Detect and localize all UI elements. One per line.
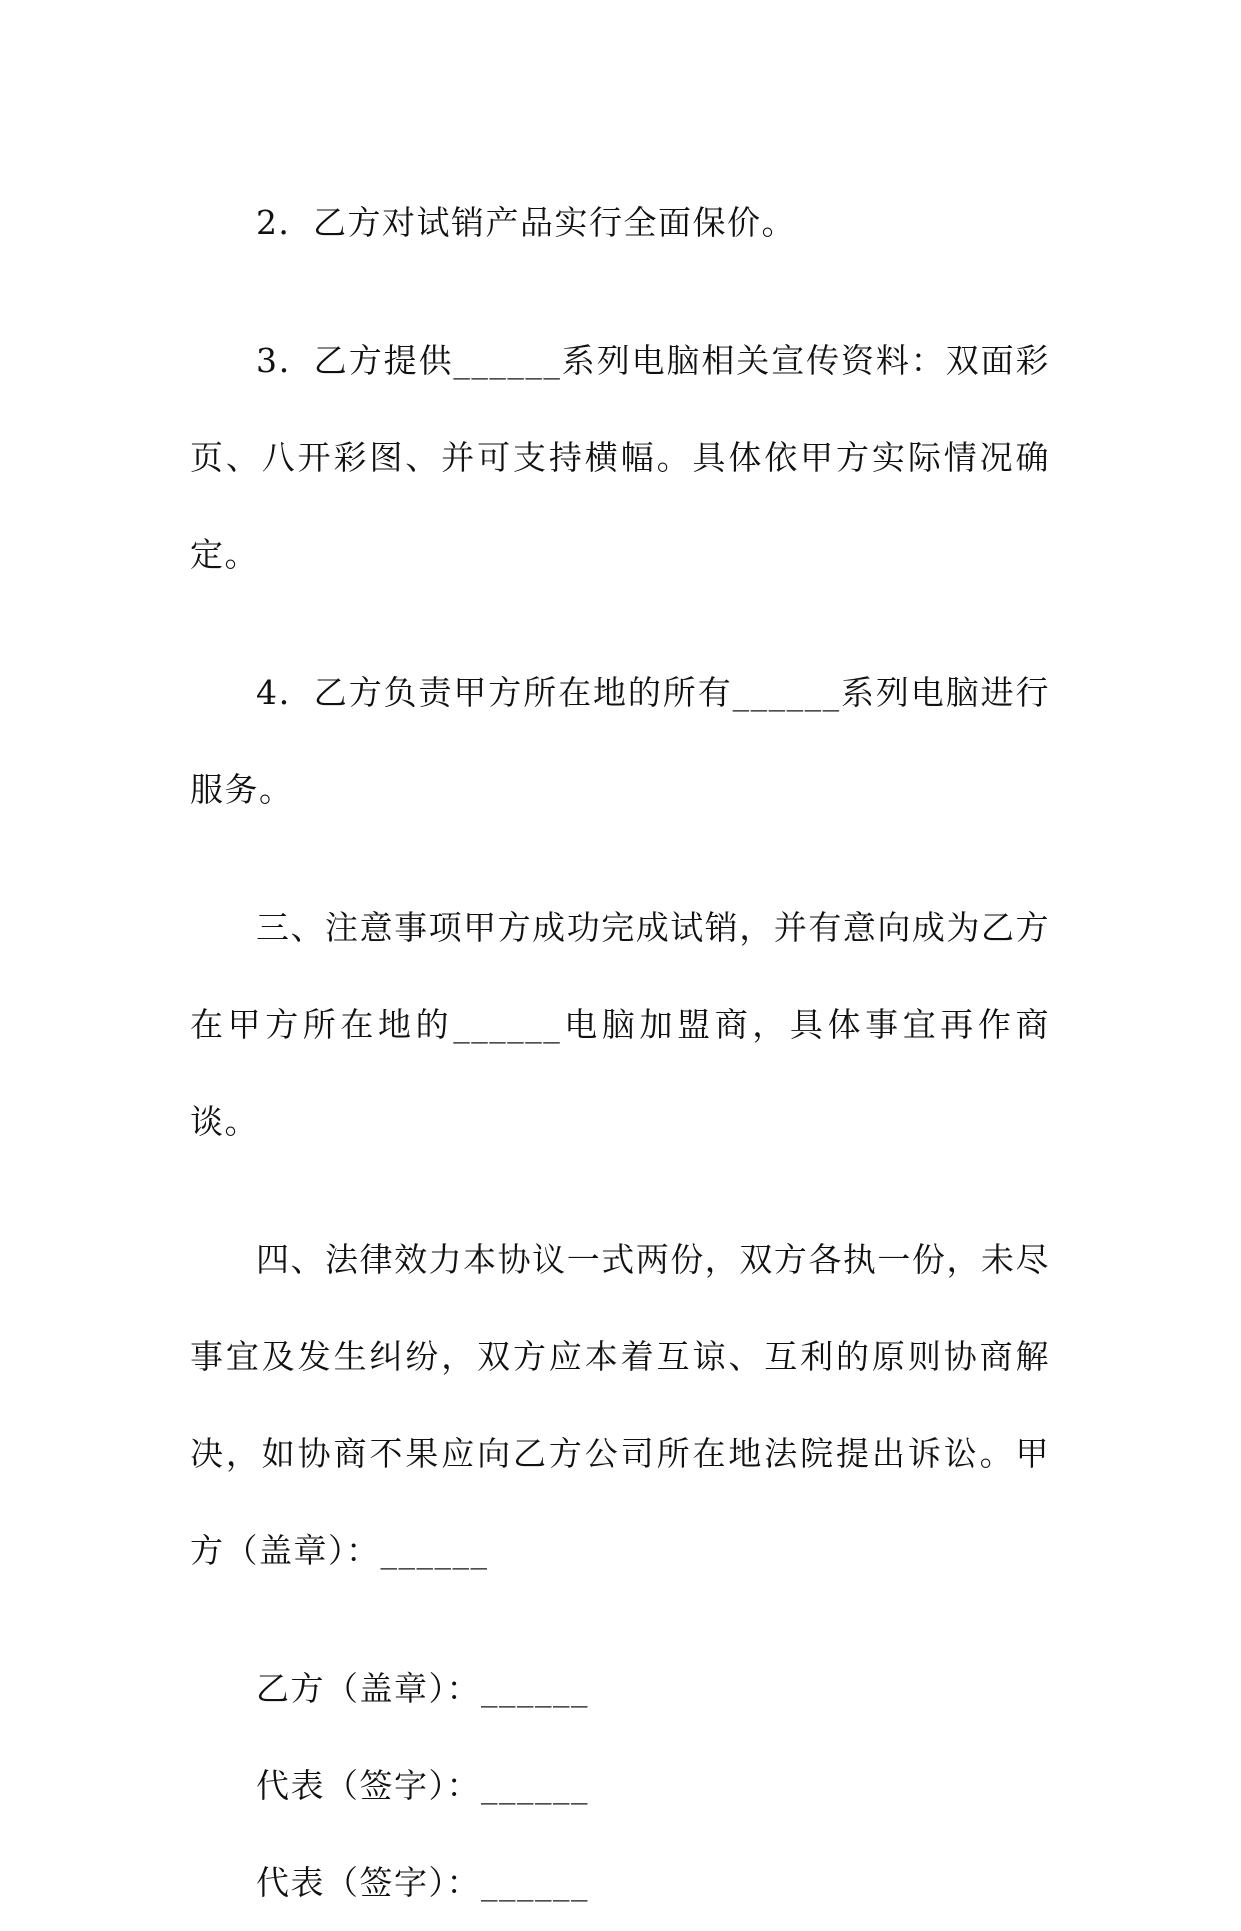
paragraph-legal-effect: 四、法律效力本协议一式两份，双方各执一份，未尽事宜及发生纠纷，双方应本着互谅、互利的原则协商解决，如协商不果应向乙方公司所在地法院提出诉讼。甲方（盖章）：______ <box>190 1240 1050 1570</box>
document-body <box>190 174 1050 1931</box>
paragraph-service: 4．乙方负责甲方所在地的所有______系列电脑进行服务。 <box>190 673 1050 809</box>
paragraph-notes: 三、注意事项甲方成功完成试销，并有意向成为乙方在甲方所在地的______电脑加盟商，具体事宜再作商谈。 <box>190 908 1050 1141</box>
signature-representative-2: 代表（签字）：______ <box>256 1863 589 1902</box>
signature-representative-1: 代表（签字）：______ <box>256 1766 589 1805</box>
signature-party-b: 乙方（盖章）：______ <box>256 1669 589 1708</box>
paragraph-promotional-materials: 3．乙方提供______系列电脑相关宣传资料：双面彩页、八开彩图、并可支持横幅。具体依甲方实际情况确定。 <box>190 341 1050 574</box>
paragraph-price-protection: 2．乙方对试销产品实行全面保价。 <box>256 203 796 242</box>
